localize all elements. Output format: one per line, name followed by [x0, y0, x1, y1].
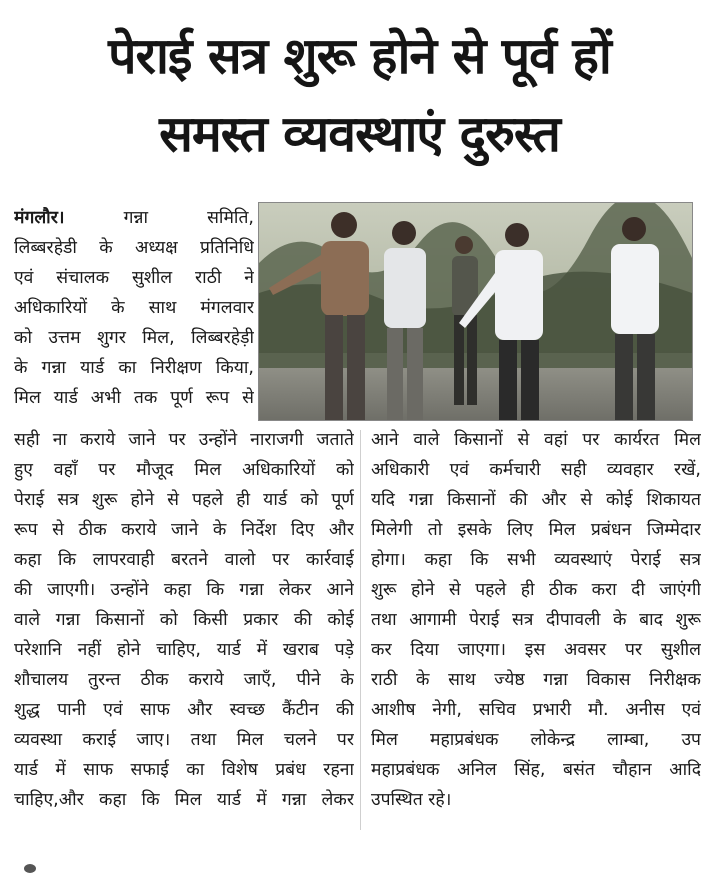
column-line: शुरू होने से पहले ही ठीक करा दी जाएंगी: [371, 580, 701, 600]
article-intro: [14, 203, 254, 413]
column-line: चाहिए,और कहा कि मिल यार्ड में गन्ना लेकर: [14, 790, 354, 810]
column-line: यदि गन्ना किसानों की और से कोई शिकायत: [371, 490, 701, 510]
column-line: शौचालय तुरन्त ठीक कराये जाएँ, पीने के: [14, 670, 354, 690]
intro-line-text: गन्ना समिति,: [123, 208, 254, 228]
dateline: मंगलौर।: [14, 208, 65, 228]
column-line: हुए वहाँ पर मौजूद मिल अधिकारियों को: [14, 460, 354, 480]
column-line: आशीष नेगी, सचिव प्रभारी मौ. अनीस एवं: [371, 700, 701, 720]
headline-line-1: पेराई सत्र शुरू होने से पूर्व हों: [108, 27, 611, 85]
column-line: होगा। कहा कि सभी व्यवस्थाएं पेराई सत्र: [371, 550, 701, 570]
column-divider: [360, 430, 361, 830]
column-line: सही ना कराये जाने पर उन्होंने नाराजगी जताते: [14, 430, 354, 450]
column-line: आने वाले किसानों से वहां पर कार्यरत मिल: [371, 430, 701, 450]
article-column-1: [14, 425, 354, 815]
column-line: की जाएगी। उन्होंने कहा कि गन्ना लेकर आने: [14, 580, 354, 600]
column-line: अधिकारी एवं कर्मचारी सही व्यवहार रखें,: [371, 460, 701, 480]
page-edge-mark: [24, 864, 36, 873]
column-line: मिल महाप्रबंधक लोकेन्द्र लाम्बा, उप: [371, 730, 701, 750]
column-line: रूप से ठीक कराये जाने के निर्देश दिए और: [14, 520, 354, 540]
intro-line: एवं संचालक सुशील राठी ने: [14, 268, 254, 288]
intro-line: अधिकारियों के साथ मंगलवार: [14, 298, 254, 318]
column-line: कहा कि लापरवाही बरतने वालो पर कार्रवाई: [14, 550, 354, 570]
column-line: परेशानि नहीं होने चाहिए, यार्ड में खराब पड़े: [14, 640, 354, 660]
column-line: व्यवस्था कराई जाए। तथा मिल चलने पर: [14, 730, 354, 750]
intro-line: मिल यार्ड अभी तक पूर्ण रूप से: [14, 388, 254, 408]
column-line: शुद्ध पानी एवं साफ और स्वच्छ कैंटीन की: [14, 700, 354, 720]
column-line: उपस्थित रहे।: [371, 790, 452, 810]
article-column-2: [371, 425, 701, 815]
column-line: महाप्रबंधक अनिल सिंह, बसंत चौहान आदि: [371, 760, 701, 780]
column-line: मिलेगी तो इसके लिए मिल प्रबंधन जिम्मेदार: [371, 520, 701, 540]
column-line: पेराई सत्र शुरू होने से पहले ही यार्ड को पूर्ण: [14, 490, 354, 510]
news-photo: [258, 202, 693, 421]
column-line: तथा आगामी पेराई सत्र दीपावली के बाद शुरू: [371, 610, 701, 630]
intro-line: [14, 203, 254, 233]
column-line: राठी के साथ ज्येष्ठ गन्ना विकास निरीक्षक: [371, 670, 701, 690]
headline-line-2: समस्त व्यवस्थाएं दुरुस्त: [159, 105, 560, 163]
column-line: वाले गन्ना किसानों को किसी प्रकार की कोई: [14, 610, 354, 630]
intro-line: के गन्ना यार्ड का निरीक्षण किया,: [14, 358, 254, 378]
column-line: यार्ड में साफ सफाई का विशेष प्रबंध रहना: [14, 760, 354, 780]
intro-line: को उत्तम शुगर मिल, लिब्बरहेड़ी: [14, 328, 254, 348]
column-line: कर दिया जाएगा। इस अवसर पर सुशील: [371, 640, 701, 660]
intro-line: लिब्बरहेडी के अध्यक्ष प्रतिनिधि: [14, 238, 254, 258]
officials-inspection-photo: [259, 203, 692, 420]
